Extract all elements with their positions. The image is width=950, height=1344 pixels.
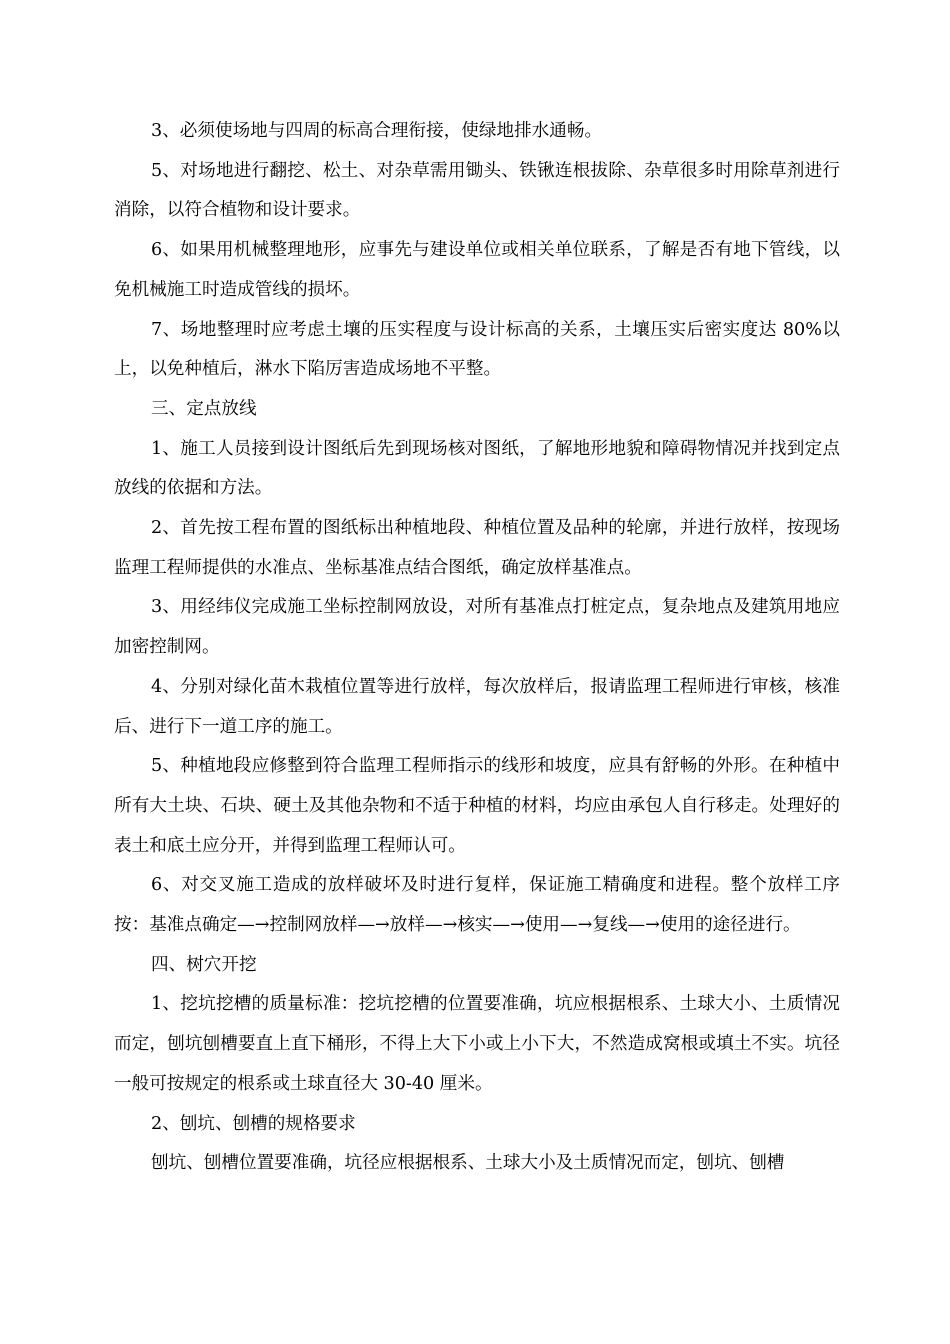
paragraph-item-5-weeding: 5、对场地进行翻挖、松土、对杂草需用锄头、铁锹连根拔除、杂草很多时用除草剂进行消除，以符合植物和设计要求。 [114,160,840,221]
paragraph-item-7-compaction: 7、场地整理时应考虑土壤的压实程度与设计标高的关系，土壤压实后密实度达 80%以上，以免种植后，淋水下陷厉害造成场地不平整。 [114,319,840,380]
section-heading-tree-pits: 四、树穴开挖 [151,954,257,975]
document-page [114,112,840,1184]
paragraph-item-6-machinery: 6、如果用机械整理地形，应事先与建设单位或相关单位联系，了解是否有地下管线，以免机械施工时造成管线的损坏。 [114,240,840,300]
paragraph-staking-4: 4、分别对绿化苗木栽植位置等进行放样，每次放样后，报请监理工程师进行审核，核准后、进行下一道工序的施工。 [114,676,840,737]
section-heading-staking: 三、定点放线 [151,398,257,419]
paragraph-staking-3: 3、用经纬仪完成施工坐标控制网放设，对所有基准点打桩定点，复杂地点及建筑用地应加密控制网。 [114,597,840,658]
paragraph-item-3-grading: 3、必须使场地与四周的标高合理衔接，使绿地排水通畅。 [151,121,603,141]
paragraph-staking-6: 6、对交叉施工造成的放样破坏及时进行复样，保证施工精确度和进程。整个放样工序按：基准点确定—→控制网放样—→放样—→核实—→使用—→复线—→使用的途径进行。 [114,875,840,936]
paragraph-staking-1: 1、施工人员接到设计图纸后先到现场核对图纸，了解地形地貌和障碍物情况并找到定点放线的依据和方法。 [114,438,840,499]
paragraph-staking-5: 5、种植地段应修整到符合监理工程师指示的线形和坡度，应具有舒畅的外形。在种植中所有大土块、石块、硬土及其他杂物和不适于种植的材料，均应由承包人自行移走。处理好的表土和底土应分开，并得到监理工程师认可。 [114,756,840,856]
paragraph-staking-2: 2、首先按工程布置的图纸标出种植地段、种植位置及品种的轮廓，并进行放样，按现场监理工程师提供的水准点、坐标基准点结合图纸，确定放样基准点。 [114,518,840,578]
paragraph-pits-2-heading: 2、刨坑、刨槽的规格要求 [151,1113,356,1134]
paragraph-pits-1: 1、挖坑挖槽的质量标准：挖坑挖槽的位置要准确，坑应根据根系、土球大小、土质情况而定，刨坑刨槽要直上直下桶形，不得上大下小或上小下大，不然造成窝根或填土不实。坑径一般可按规定的根系或土球直径大 30-40 厘米。 [114,994,840,1094]
paragraph-pits-2-body: 刨坑、刨槽位置要准确，坑径应根据根系、土球大小及土质情况而定，刨坑、刨槽 [151,1153,785,1174]
